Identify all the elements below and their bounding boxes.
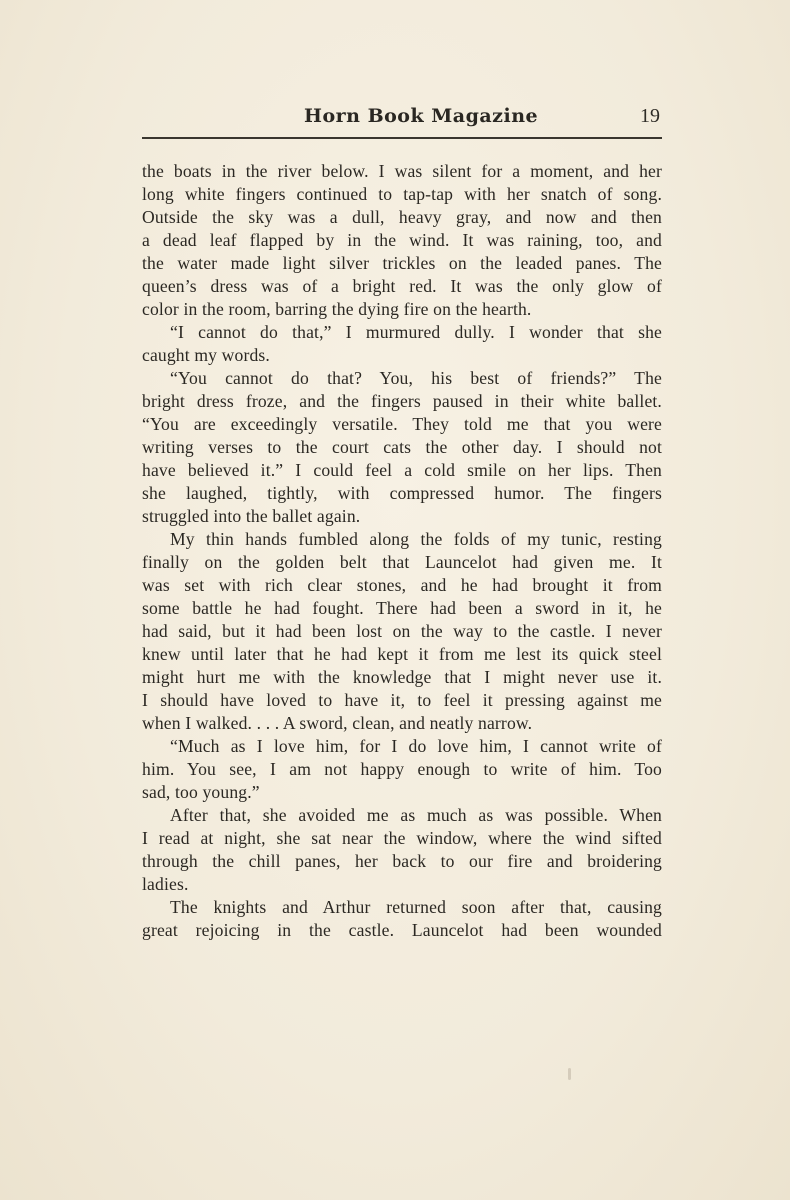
body-text (142, 160, 662, 942)
text-line: color in the room, barring the dying fire on the hearth. (142, 299, 532, 319)
text-line: sad, too young.” (142, 782, 260, 802)
text-line: My thin hands fumbled along the folds of my tunic, resting (170, 529, 662, 549)
text-line: the boats in the river below. I was silent for a moment, and her (142, 161, 662, 181)
text-line: struggled into the ballet again. (142, 506, 361, 526)
text-line: him. You see, I am not happy enough to write of him. Too (142, 759, 662, 779)
text-line: knew until later that he had kept it from me lest its quick steel (142, 644, 662, 664)
text-line: ladies. (142, 874, 189, 894)
text-line: long white fingers continued to tap-tap with her snatch of song. (142, 184, 662, 204)
text-line: have believed it.” I could feel a cold smile on her lips. Then (142, 460, 662, 480)
text-line: caught my words. (142, 345, 270, 365)
text-line: The knights and Arthur returned soon after that, causing (170, 897, 662, 917)
header-rule (142, 137, 662, 139)
text-line: was set with rich clear stones, and he had brought it from (142, 575, 662, 595)
running-title: Horn Book Magazine (304, 105, 539, 127)
text-line: “You are exceedingly versatile. They told me that you were (142, 414, 662, 434)
text-line: she laughed, tightly, with compressed humor. The fingers (142, 483, 662, 503)
text-line: “You cannot do that? You, his best of friends?” The (170, 368, 662, 388)
paper-speck (568, 1068, 571, 1080)
text-line: “Much as I love him, for I do love him, I cannot write of (170, 736, 662, 756)
text-line: After that, she avoided me as much as was possible. When (170, 805, 662, 825)
text-line: had said, but it had been lost on the way to the castle. I never (142, 621, 662, 641)
text-line: bright dress froze, and the fingers paused in their white ballet. (142, 391, 662, 411)
page-header (142, 103, 662, 135)
text-line: a dead leaf flapped by in the wind. It was raining, too, and (142, 230, 662, 250)
text-line: through the chill panes, her back to our fire and broidering (142, 851, 662, 871)
text-line: great rejoicing in the castle. Launcelot had been wounded (142, 920, 662, 940)
text-line: some battle he had fought. There had been a sword in it, he (142, 598, 662, 618)
text-line: writing verses to the court cats the other day. I should not (142, 437, 662, 457)
text-line: might hurt me with the knowledge that I might never use it. (142, 667, 662, 687)
text-line: queen’s dress was of a bright red. It was the only glow of (142, 276, 662, 296)
text-line: the water made light silver trickles on the leaded panes. The (142, 253, 662, 273)
text-line: Outside the sky was a dull, heavy gray, and now and then (142, 207, 662, 227)
text-line: I read at night, she sat near the window, where the wind sifted (142, 828, 662, 848)
page-number: 19 (640, 105, 660, 127)
text-line: when I walked. . . . A sword, clean, and neatly narrow. (142, 713, 533, 733)
text-line: finally on the golden belt that Launcelot had given me. It (142, 552, 662, 572)
text-line: “I cannot do that,” I murmured dully. I wonder that she (170, 322, 662, 342)
text-line: I should have loved to have it, to feel it pressing against me (142, 690, 662, 710)
